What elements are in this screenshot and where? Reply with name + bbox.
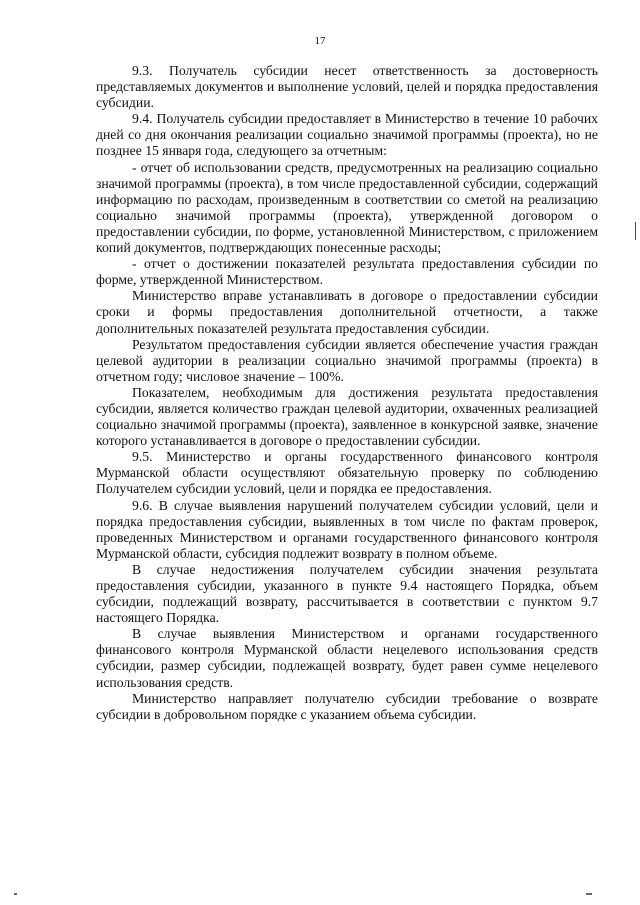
paragraph-non-achievement: В случае недостижения получателем субсидии значения результата предоставления субсидии, указанного в пункте 9.4 настоящего Порядка, объем субсидии, подлежащий возврату, рассчитывается в соответствии с пунктом 9.7 настоящего Порядка. [96,561,598,626]
paragraph-result-indicator: Показателем, необходимым для достижения результата предоставления субсидии, является количество граждан целевой аудитории, охваченных реализацией социально значимой программы (проекта), заявленное в конкурсной заявке, значение которого устанавливается в договоре о предоставлении субсидии. [96,384,598,449]
paragraph-9-5: 9.5. Министерство и органы государственного финансового контроля Мурманской области осуществляют обязательную проверку по соблюдению Получателем субсидии условий, цели и порядка ее предоставления. [96,449,598,497]
paragraph-additional-reporting: Министерство вправе устанавливать в договоре о предоставлении субсидии сроки и формы предоставления дополнительной отчетности, а также дополнительных показателей результата предоставления субсидии. [96,288,598,336]
scan-edge-mark [635,222,636,240]
paragraph-subsidy-result: Результатом предоставления субсидии является обеспечение участия граждан целевой аудитории в реализации социально значимой программы (проекта) в отчетном году; числовое значение – 100%. [96,336,598,384]
paragraph-misuse: В случае выявления Министерством и органами государственного финансового контроля Мурманской области нецелевого использования средств субсидии, размер субсидии, подлежащей возврату, будет равен сумме нецелевого использования средств. [96,626,598,690]
page-number: 17 [314,35,326,47]
document-body [96,63,598,723]
paragraph-usage-report: - отчет об использовании средств, предусмотренных на реализацию социально значимой программы (проекта), в том числе предоставленной субсидии, содержащий информацию по расходам, произведенным в соответствии со сметой на реализацию социально значимой программы (проекта), утвержденной договором о предоставлении субсидии, по форме, установленной Министерством, с приложением копий документов, подтверждающих понесенные расходы; [96,159,598,256]
paragraph-9-3: 9.3. Получатель субсидии несет ответственность за достоверность представляемых документов и выполнение условий, целей и порядка предоставления субсидии. [96,63,598,111]
paragraph-results-report: - отчет о достижении показателей результата предоставления субсидии по форме, утвержденной Министерством. [96,256,598,288]
paragraph-9-6: 9.6. В случае выявления нарушений получателем субсидии условий, цели и порядка предоставления субсидии, выявленных в том числе по фактам проверок, проведенных Министерством и органами государственного финансового контроля Мурманской области, субсидия подлежит возврату в полном объеме. [96,497,598,561]
scan-speck-left [14,893,17,895]
paragraph-9-4: 9.4. Получатель субсидии предоставляет в Министерство в течение 10 рабочих дней со дня окончания реализации социально значимой программы (проекта), но не позднее 15 января года, следующего за отчетным: [96,111,598,159]
scan-speck-right [586,893,592,895]
paragraph-return-request: Министерство направляет получателю субсидии требование о возврате субсидии в добровольном порядке с указанием объема субсидии. [96,690,598,722]
